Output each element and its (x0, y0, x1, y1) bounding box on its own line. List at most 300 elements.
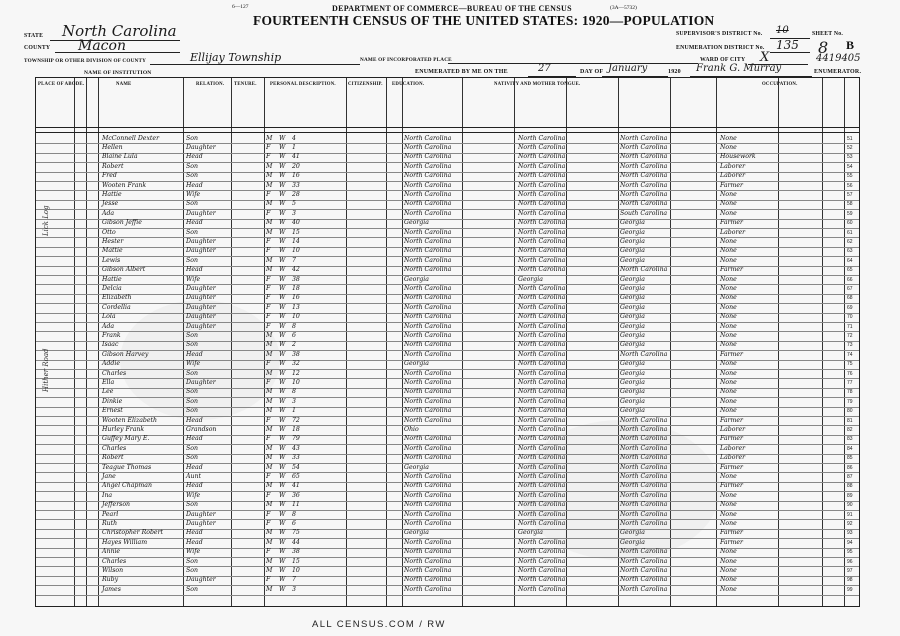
cell-name: Ina (102, 491, 113, 499)
cell-fbirth: North Carolina (518, 463, 566, 471)
cell-sex: M (266, 557, 273, 565)
cell-rel: Daughter (186, 519, 216, 527)
row-number: 88 (847, 483, 853, 490)
row-number: 96 (847, 558, 853, 565)
cell-race: W (279, 425, 286, 433)
cell-name: Addie (102, 360, 121, 368)
cell-race: W (279, 472, 286, 480)
cell-race: W (279, 501, 286, 509)
cell-mbirth: North Carolina (620, 454, 668, 462)
cell-race: W (279, 548, 286, 556)
cell-age: 18 (292, 284, 300, 292)
cell-sex: F (266, 209, 271, 217)
cell-mbirth: Georgia (620, 219, 645, 227)
cell-name: Jesse (102, 200, 119, 208)
cell-age: 20 (292, 162, 300, 170)
cell-rel: Daughter (186, 322, 216, 330)
cell-mbirth: North Carolina (620, 548, 668, 556)
cell-name: Robert (102, 454, 124, 462)
cell-occ: None (720, 397, 737, 405)
cell-mbirth: Georgia (620, 228, 645, 236)
row-number: 65 (847, 267, 853, 274)
cell-race: W (279, 331, 286, 339)
day-of-label: DAY OF (580, 69, 604, 75)
cell-occ: Farmer (720, 219, 744, 227)
supervisor-label: SUPERVISOR'S DISTRICT No. (676, 31, 763, 37)
state-label: STATE (24, 33, 44, 39)
cell-birth: Georgia (404, 219, 429, 227)
cell-mbirth: North Carolina (620, 444, 668, 452)
cell-occ: None (720, 378, 737, 386)
sheet-value: 8 (818, 38, 829, 57)
row-number: 61 (847, 229, 853, 236)
cell-race: W (279, 519, 286, 527)
row-number: 67 (847, 285, 853, 292)
cell-race: W (279, 407, 286, 415)
cell-sex: F (266, 416, 271, 424)
cell-occ: Housework (720, 153, 756, 161)
cell-name: Hester (102, 237, 124, 245)
section-place-of-abode: PLACE OF ABODE. (38, 82, 85, 87)
cell-occ: None (720, 331, 737, 339)
cell-birth: Georgia (404, 275, 429, 283)
cell-name: Ada (102, 322, 115, 330)
cell-rel: Son (186, 200, 198, 208)
cell-age: 32 (292, 360, 300, 368)
section-citizenship: CITIZENSHIP. (348, 82, 383, 87)
cell-mbirth: Georgia (620, 388, 645, 396)
cell-race: W (279, 482, 286, 490)
cell-fbirth: North Carolina (518, 219, 566, 227)
cell-age: 41 (292, 153, 300, 161)
row-number: 62 (847, 238, 853, 245)
cell-birth: North Carolina (404, 435, 452, 443)
cell-occ: Farmer (720, 350, 744, 358)
cell-race: W (279, 576, 286, 584)
row-number: 72 (847, 332, 853, 339)
cell-age: 28 (292, 190, 300, 198)
cell-occ: None (720, 548, 737, 556)
ward-label: WARD OF CITY (700, 57, 746, 63)
cell-mbirth: North Carolina (620, 416, 668, 424)
cell-age: 3 (292, 585, 296, 593)
cell-name: Blaine Lula (102, 153, 138, 161)
cell-sex: F (266, 153, 271, 161)
cell-birth: North Carolina (404, 162, 452, 170)
cell-age: 42 (292, 266, 300, 274)
cell-mbirth: North Carolina (620, 134, 668, 142)
section-nativity: NATIVITY AND MOTHER TONGUE. (494, 82, 581, 87)
cell-rel: Son (186, 566, 198, 574)
cell-sex: M (266, 172, 273, 180)
cell-race: W (279, 378, 286, 386)
cell-age: 6 (292, 331, 296, 339)
cell-name: Guffey Mary E. (102, 435, 150, 443)
row-number: 92 (847, 520, 853, 527)
row-number: 81 (847, 417, 853, 424)
cell-race: W (279, 237, 286, 245)
cell-name: Hayes William (102, 538, 148, 546)
cell-race: W (279, 143, 286, 151)
cell-rel: Son (186, 444, 198, 452)
cell-fbirth: North Carolina (518, 143, 566, 151)
cell-birth: North Carolina (404, 247, 452, 255)
cell-race: W (279, 463, 286, 471)
cell-rel: Head (186, 219, 203, 227)
cell-birth: North Carolina (404, 322, 452, 330)
cell-sex: F (266, 378, 271, 386)
cell-birth: North Carolina (404, 200, 452, 208)
cell-race: W (279, 219, 286, 227)
cell-rel: Head (186, 529, 203, 537)
cell-sex: F (266, 275, 271, 283)
cell-age: 15 (292, 228, 300, 236)
cell-fbirth: Georgia (518, 275, 543, 283)
cell-name: Christopher Robert (102, 529, 164, 537)
row-number: 53 (847, 154, 853, 161)
cell-sex: M (266, 388, 273, 396)
row-number: 74 (847, 351, 853, 358)
cell-occ: None (720, 472, 737, 480)
row-number: 54 (847, 163, 853, 170)
cell-age: 1 (292, 143, 296, 151)
cell-mbirth: North Carolina (620, 350, 668, 358)
row-number: 98 (847, 577, 853, 584)
cell-rel: Son (186, 557, 198, 565)
cell-age: 72 (292, 416, 300, 424)
cell-occ: None (720, 388, 737, 396)
cell-mbirth: North Carolina (620, 557, 668, 565)
ward-value: X (760, 50, 770, 65)
cell-occ: None (720, 341, 737, 349)
cell-age: 8 (292, 322, 296, 330)
cell-mbirth: North Carolina (620, 566, 668, 574)
cell-sex: F (266, 303, 271, 311)
cell-mbirth: Georgia (620, 341, 645, 349)
cell-age: 43 (292, 444, 300, 452)
cell-fbirth: North Carolina (518, 369, 566, 377)
section-education: EDUCATION. (392, 82, 425, 87)
cell-occ: None (720, 407, 737, 415)
cell-birth: North Carolina (404, 519, 452, 527)
cell-race: W (279, 162, 286, 170)
row-number: 90 (847, 502, 853, 509)
cell-mbirth: Georgia (620, 303, 645, 311)
cell-race: W (279, 360, 286, 368)
cell-rel: Son (186, 407, 198, 415)
enumerator-name: Frank G. Murray (696, 63, 782, 74)
cell-age: 38 (292, 275, 300, 283)
cell-rel: Son (186, 172, 198, 180)
cell-race: W (279, 538, 286, 546)
cell-mbirth: Georgia (620, 529, 645, 537)
cell-occ: Farmer (720, 529, 744, 537)
cell-rel: Head (186, 416, 203, 424)
cell-name: Jane (102, 472, 116, 480)
cell-name: Isaac (102, 341, 119, 349)
cell-fbirth: North Carolina (518, 548, 566, 556)
cell-fbirth: North Carolina (518, 237, 566, 245)
cell-birth: North Carolina (404, 397, 452, 405)
row-number: 80 (847, 408, 853, 415)
cell-fbirth: North Carolina (518, 576, 566, 584)
cell-rel: Daughter (186, 247, 216, 255)
cell-occ: None (720, 190, 737, 198)
cell-rel: Daughter (186, 294, 216, 302)
cell-age: 1 (292, 407, 296, 415)
cell-race: W (279, 510, 286, 518)
row-number: 64 (847, 257, 853, 264)
cell-mbirth: Georgia (620, 284, 645, 292)
cell-name: Frank (102, 331, 121, 339)
cell-occ: None (720, 313, 737, 321)
cell-name: Gibson Albert (102, 266, 146, 274)
cell-name: Charles (102, 369, 127, 377)
cell-sex: M (266, 463, 273, 471)
cell-occ: Laborer (720, 454, 746, 462)
cell-occ: None (720, 303, 737, 311)
cell-rel: Head (186, 266, 203, 274)
row-number: 58 (847, 201, 853, 208)
cell-mbirth: Georgia (620, 294, 645, 302)
cell-occ: None (720, 322, 737, 330)
cell-birth: Georgia (404, 463, 429, 471)
row-number: 68 (847, 295, 853, 302)
cell-occ: Farmer (720, 482, 744, 490)
cell-fbirth: North Carolina (518, 501, 566, 509)
row-number: 87 (847, 473, 853, 480)
row-number: 59 (847, 210, 853, 217)
cell-age: 65 (292, 472, 300, 480)
cell-age: 7 (292, 576, 296, 584)
cell-rel: Grandson (186, 425, 217, 433)
cell-mbirth: North Carolina (620, 153, 668, 161)
row-number: 51 (847, 135, 853, 142)
cell-mbirth: North Carolina (620, 200, 668, 208)
row-number: 69 (847, 304, 853, 311)
cell-age: 14 (292, 237, 300, 245)
cell-age: 54 (292, 463, 300, 471)
cell-occ: None (720, 134, 737, 142)
cell-sex: F (266, 322, 271, 330)
cell-name: Hellen (102, 143, 123, 151)
cell-sex: F (266, 519, 271, 527)
cell-sex: F (266, 510, 271, 518)
cell-fbirth: North Carolina (518, 284, 566, 292)
cell-name: Hurley Frank (102, 425, 145, 433)
cell-rel: Daughter (186, 313, 216, 321)
cell-mbirth: Georgia (620, 256, 645, 264)
cell-name: Angel Chapman (102, 482, 152, 490)
cell-race: W (279, 529, 286, 537)
cell-mbirth: Georgia (620, 538, 645, 546)
cell-birth: North Carolina (404, 378, 452, 386)
cell-rel: Head (186, 153, 203, 161)
cell-rel: Son (186, 501, 198, 509)
cell-birth: North Carolina (404, 416, 452, 424)
film-number: 4419405 (816, 53, 861, 64)
cell-mbirth: North Carolina (620, 463, 668, 471)
section-occupation: OCCUPATION. (762, 82, 798, 87)
cell-birth: North Carolina (404, 585, 452, 593)
cell-name: Wooten Elizabeth (102, 416, 158, 424)
cell-mbirth: Georgia (620, 313, 645, 321)
cell-age: 10 (292, 247, 300, 255)
row-number: 84 (847, 445, 853, 452)
cell-rel: Wife (186, 360, 201, 368)
row-number: 66 (847, 276, 853, 283)
cell-mbirth: Georgia (620, 369, 645, 377)
cell-sex: M (266, 397, 273, 405)
cell-sex: M (266, 538, 273, 546)
cell-age: 13 (292, 303, 300, 311)
cell-birth: North Carolina (404, 284, 452, 292)
cell-fbirth: North Carolina (518, 331, 566, 339)
cell-mbirth: North Carolina (620, 491, 668, 499)
cell-rel: Daughter (186, 378, 216, 386)
cell-age: 8 (292, 510, 296, 518)
cell-sex: M (266, 134, 273, 142)
cell-fbirth: North Carolina (518, 247, 566, 255)
cell-name: Wilson (102, 566, 124, 574)
row-number: 63 (847, 248, 853, 255)
cell-name: Mattie (102, 247, 123, 255)
cell-sex: M (266, 501, 273, 509)
cell-age: 36 (292, 491, 300, 499)
cell-name: Hattie (102, 190, 122, 198)
township-value: Ellijay Township (190, 51, 282, 64)
cell-occ: None (720, 501, 737, 509)
enumerated-label: ENUMERATED BY ME ON THE (415, 69, 508, 75)
cell-age: 79 (292, 435, 300, 443)
cell-birth: North Carolina (404, 350, 452, 358)
row-number: 60 (847, 220, 853, 227)
cell-birth: North Carolina (404, 501, 452, 509)
cell-occ: Farmer (720, 435, 744, 443)
cell-birth: North Carolina (404, 491, 452, 499)
cell-birth: North Carolina (404, 153, 452, 161)
row-number: 75 (847, 361, 853, 368)
cell-name: Teague Thomas (102, 463, 152, 471)
cell-rel: Head (186, 482, 203, 490)
cell-rel: Daughter (186, 143, 216, 151)
cell-occ: Laborer (720, 228, 746, 236)
cell-fbirth: North Carolina (518, 472, 566, 480)
cell-race: W (279, 566, 286, 574)
cell-occ: None (720, 284, 737, 292)
cell-fbirth: North Carolina (518, 435, 566, 443)
cell-mbirth: North Carolina (620, 425, 668, 433)
cell-rel: Aunt (186, 472, 201, 480)
cell-rel: Son (186, 228, 198, 236)
sheet-label: SHEET No. (812, 31, 844, 37)
cell-name: Dinkie (102, 397, 123, 405)
cell-race: W (279, 397, 286, 405)
census-sheet: STATE North Carolina COUNTY Macon TOWNSHIP OR OTHER DIVISION OF COUNTY Ellijay Township NAME OF INSTITUTION 6—127 DEPARTMENT OF COMMERCE—BUREAU OF THE CENSUS (3A—5732) FOURTEENTH CENSUS OF THE UNITED STATES: 1920—POPULATION NAME OF INCORPORATED PLACE ENUMERATED BY ME ON THE 27 DAY OF January 1920 Frank G. Murray ENUMERATOR. SUPERVISOR'S DISTRICT No. 10 SHEET No. ENUMERATION DISTRICT No. 135 8 B WARD OF CITY X 4419405 PLACE OF ABODE. NAME RELATION. TENURE. PERSONAL DESCRIPTION. CITIZENSHIP. EDUCATION. NATIVITY AND MOTHER TONGUE. OCCUPATION. 51 McConnell Dexter Son M W 4 North Carolina North Carolina North Carolina None 52 Hellen Daughter F W 1 North Carolina North Carolina North Carolina None 53 Blaine Lula Head F W 41 North Carolina North Carolina North Carolina Housework 54 Robert Son M W 20 North Carolina North Carolina North Carolina Laborer 55 Fred Son M W 16 North Carolina North Carolina North Carolina Laborer 56 Wooten Frank Head M W 33 North Carolina North Carolina North Carolina Farmer 57 Hattie Wife F W 28 North Carolina North Carolina North Carolina None 58 Jesse Son M W 5 North Carolina North Carolina North Carolina None 59 Ada Daughter F W 3 North Carolina North Carolina South Carolina None 60 Gibson Jeffie Head M W 40 Georgia North Carolina Georgia Farmer 61 Otto Son M W 15 North Carolina North Carolina Georgia Laborer 62 Hester Daughter F W 14 North Carolina North Carolina Georgia None 63 Mattie Daughter F W 10 North Carolina North Carolina Georgia None 64 Lewis Son M W 7 North Carolina North Carolina Georgia None 65 Gibson Albert Head M W 42 North Carolina North Carolina North Carolina Farmer 66 Hattie Wife F W 38 Georgia Georgia Georgia None 67 Delcia Daughter F W 18 North Carolina North Carolina Georgia None 68 Elizabeth Daughter F W 16 North Carolina North Carolina Georgia None 69 Cordellia Daughter F W 13 North Carolina North Carolina Georgia None 70 Lola Daughter F W 10 North Carolina North Carolina Georgia None 71 Ada Daughter F W 8 North Carolina North Carolina Georgia None 72 Frank Son M W 6 North Carolina North Carolina Georgia None 73 Isaac Son M W 2 North Carolina North Carolina Georgia None 74 Gibson Harvey Head M W 38 North Carolina North Carolina North Carolina Farmer 75 Addie Wife F W 32 Georgia North Carolina Georgia None 76 Charles Son M W 12 North Carolina North Carolina Georgia None 77 Ella Daughter F W 10 North Carolina North Carolina Georgia None 78 Lee Son M W 8 North Carolina North Carolina Georgia None 79 Dinkie Son M W 3 North Carolina North Carolina Georgia None 80 Ernest Son M W 1 North Carolina North Carolina Georgia None 81 Wooten Elizabeth Head F W 72 North Carolina North Carolina North Carolina Farmer 82 Hurley Frank Grandson M W 18 Ohio North Carolina North Carolina Laborer 83 Guffey Mary E. Head F W 79 North Carolina North Carolina North Carolina Farmer 84 Charles Son M W 43 North Carolina North Carolina North Carolina Laborer 85 Robert Son M W 33 North Carolina North Carolina North Carolina Laborer 86 Teague Thomas Head M W 54 Georgia North Carolina North Carolina Farmer 87 Jane Aunt F W 65 North Carolina North Carolina North Carolina None 88 Angel Chapman Head M W 41 North Carolina North Carolina North Carolina Farmer 89 Ina Wife F W 36 North Carolina North Carolina North Carolina None 90 Jefferson Son M W 11 North Carolina North Carolina North Carolina None 91 Pearl Daughter F W 8 North Carolina North Carolina North Carolina None 92 Ruth Daughter F W 6 North Carolina North Carolina North Carolina None 93 Christopher Robert Head M W 75 Georgia Georgia Georgia Farmer 94 Hayes William Head M W 44 North Carolina North Carolina Georgia Farmer 95 Annie Wife F W 38 North Carolina North Carolina North Carolina None 96 Charles Son M W 15 North Carolina North Carolina North Carolina None 97 Wilson Son M W 10 North Carolina North Carolina North Carolina None 98 Ruby Daughter F W 7 North Carolina North Carolina North Carolina None 99 James Son M W 3 North Carolina North Carolina North Carolina None Lick Log Hither Road ALL CENSUS.COM / RW (0, 0, 900, 636)
cell-mbirth: Georgia (620, 322, 645, 330)
cell-name: Otto (102, 228, 116, 236)
cell-age: 16 (292, 294, 300, 302)
cell-birth: Georgia (404, 360, 429, 368)
cell-age: 44 (292, 538, 300, 546)
cell-rel: Head (186, 350, 203, 358)
cell-mbirth: South Carolina (620, 209, 668, 217)
cell-sex: M (266, 350, 273, 358)
cell-occ: None (720, 294, 737, 302)
cell-race: W (279, 313, 286, 321)
cell-age: 41 (292, 482, 300, 490)
cell-race: W (279, 388, 286, 396)
cell-fbirth: North Carolina (518, 388, 566, 396)
row-number: 85 (847, 455, 853, 462)
cell-rel: Wife (186, 275, 201, 283)
cell-birth: North Carolina (404, 256, 452, 264)
cell-name: Lola (102, 313, 116, 321)
cell-rel: Son (186, 369, 198, 377)
cell-name: Charles (102, 444, 127, 452)
cell-occ: None (720, 576, 737, 584)
cell-rel: Son (186, 256, 198, 264)
row-number: 95 (847, 549, 853, 556)
state-value: North Carolina (62, 22, 177, 40)
institution-label: NAME OF INSTITUTION (84, 70, 152, 76)
cell-rel: Daughter (186, 237, 216, 245)
cell-age: 8 (292, 388, 296, 396)
cell-fbirth: North Carolina (518, 482, 566, 490)
cell-sex: M (266, 482, 273, 490)
row-number: 78 (847, 389, 853, 396)
row-number: 57 (847, 191, 853, 198)
cell-sex: F (266, 576, 271, 584)
cell-fbirth: North Carolina (518, 153, 566, 161)
cell-fbirth: North Carolina (518, 190, 566, 198)
row-number: 97 (847, 567, 853, 574)
cell-fbirth: North Carolina (518, 350, 566, 358)
township-label: TOWNSHIP OR OTHER DIVISION OF COUNTY (24, 58, 147, 64)
cell-mbirth: North Carolina (620, 576, 668, 584)
cell-fbirth: North Carolina (518, 585, 566, 593)
cell-sex: F (266, 284, 271, 292)
cell-fbirth: North Carolina (518, 266, 566, 274)
cell-fbirth: North Carolina (518, 557, 566, 565)
cell-sex: F (266, 360, 271, 368)
cell-mbirth: North Carolina (620, 435, 668, 443)
cell-sex: M (266, 341, 273, 349)
cell-birth: North Carolina (404, 341, 452, 349)
cell-birth: North Carolina (404, 548, 452, 556)
cell-mbirth: North Carolina (620, 510, 668, 518)
cell-sex: M (266, 529, 273, 537)
row-number: 86 (847, 464, 853, 471)
cell-mbirth: North Carolina (620, 143, 668, 151)
cell-mbirth: North Carolina (620, 190, 668, 198)
row-number: 89 (847, 492, 853, 499)
cell-birth: North Carolina (404, 444, 452, 452)
cell-rel: Son (186, 388, 198, 396)
cell-name: Ruby (102, 576, 119, 584)
cell-sex: F (266, 472, 271, 480)
form-code: (3A—5732) (610, 5, 637, 11)
cell-occ: None (720, 369, 737, 377)
cell-mbirth: Georgia (620, 407, 645, 415)
cell-fbirth: North Carolina (518, 162, 566, 170)
cell-fbirth: North Carolina (518, 444, 566, 452)
cell-name: Elizabeth (102, 294, 132, 302)
cell-occ: Laborer (720, 172, 746, 180)
cell-fbirth: North Carolina (518, 322, 566, 330)
cell-fbirth: North Carolina (518, 397, 566, 405)
cell-name: Ella (102, 378, 115, 386)
